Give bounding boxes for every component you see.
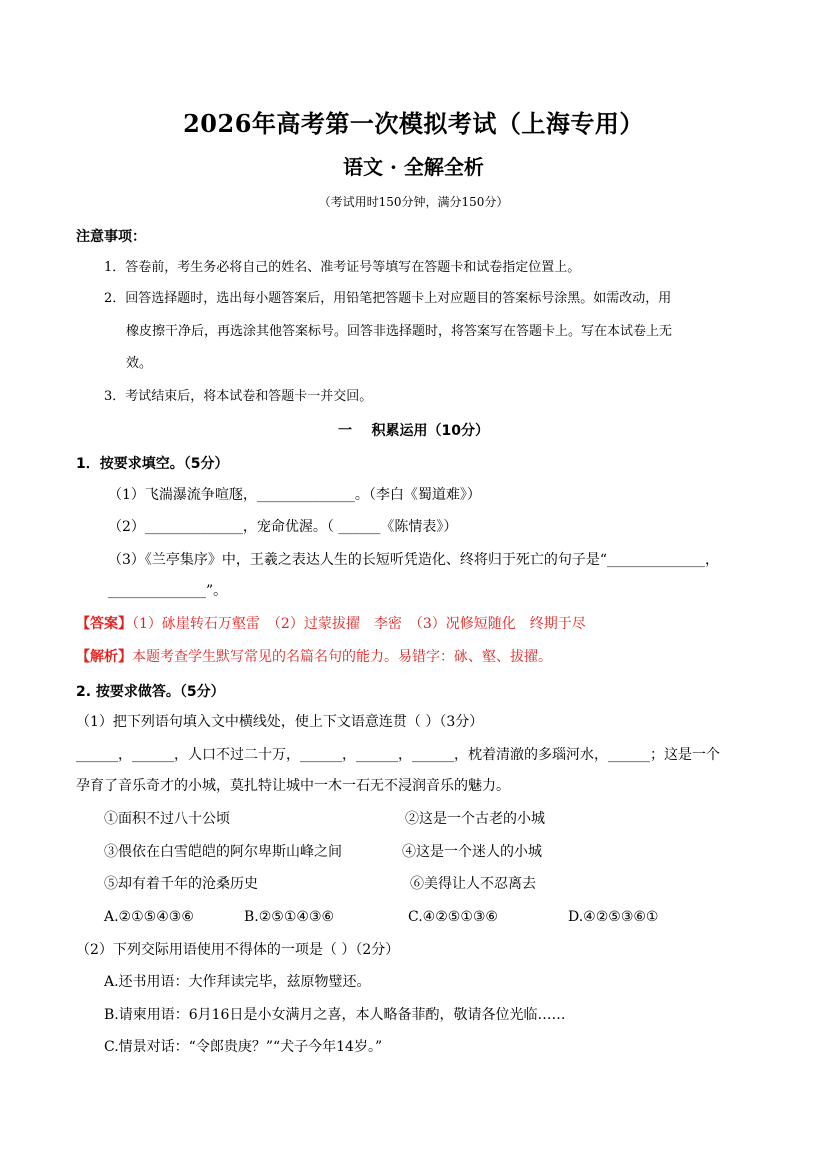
notice-item-2-line-1: 2．回答选择题时，选出每小题答案后，用铅笔把答题卡上对应题目的答案标号涂黑。如需改动，用: [104, 291, 672, 306]
question-1-line-4: ______________”。: [108, 583, 228, 599]
question-2-sub-2-option-b: B.请柬用语：6月16日是小女满月之喜，本人略备菲酌，敬请各位光临……: [104, 1007, 566, 1023]
question-2-sub-2-option-c: C.情景对话：“令郎贵庚？”“犬子今年14岁。”: [104, 1039, 383, 1055]
notice-item-2-line-3: 效。: [126, 356, 153, 371]
question-1-line-3: （3）《兰亭集序》中，王羲之表达人生的长短听凭造化、终将归于死亡的句子是“______________，: [108, 552, 720, 568]
question-1-line-2: （2）______________，宠命优渥。（ ______《陈情表》）: [108, 519, 458, 535]
notice-item-1: 1．答卷前，考生务必将自己的姓名、准考证号等填写在答题卡和试卷指定位置上。: [104, 260, 581, 275]
question-1-heading: 1．按要求填空。（5分）: [76, 456, 229, 472]
answer-label: 【答案】: [76, 616, 132, 632]
choice-b: B.②⑤①④③⑥: [244, 909, 335, 925]
question-2-sub-2-stem: （2）下列交际用语使用不得体的一项是（ ）（2分）: [76, 942, 400, 958]
exam-time-note: （考试用时150分钟，满分150分）: [318, 195, 509, 209]
passage-line-1: ______，______，人口不过二十万，______，______，______，枕着清澈的多瑙河水，______；这是一个: [76, 747, 720, 763]
option-4: ④这是一个迷人的小城: [402, 844, 542, 860]
analysis-text: 本题考查学生默写常见的名篇名句的能力。易错字：砯、壑、拔擢。: [132, 649, 552, 665]
option-1: ①面积不过八十公顷: [104, 811, 230, 827]
section-heading: 一 积累运用（10分）: [338, 423, 489, 439]
choice-a: A.②①⑤④③⑥: [104, 909, 194, 925]
answer-text: （1）砯崖转石万壑雷 （2）过蒙拔擢 李密 （3）况修短随化 终期于尽: [132, 616, 586, 632]
answer-line: [76, 615, 586, 633]
choice-d: D.④②⑤③⑥①: [568, 909, 659, 925]
page-title: 2026年高考第一次模拟考试（上海专用）: [183, 109, 644, 138]
question-1-line-1: （1）飞湍瀑流争喧豗，______________。（李白《蜀道难》）: [108, 487, 481, 503]
notice-heading: 注意事项：: [76, 229, 146, 245]
choice-c: C.④②⑤①③⑥: [408, 909, 498, 925]
question-2-sub-1-stem: （1）把下列语句填入文中横线处，使上下文语意连贯（ ）（3分）: [76, 714, 484, 730]
passage-line-2: 孕育了音乐奇才的小城，莫扎特让城中一木一石无不浸润音乐的魅力。: [76, 778, 510, 794]
option-3: ③偎依在白雪皑皑的阿尔卑斯山峰之间: [104, 844, 342, 860]
analysis-line: [76, 648, 552, 666]
option-2: ②这是一个古老的小城: [405, 811, 545, 827]
option-6: ⑥美得让人不忍离去: [410, 876, 536, 892]
option-5: ⑤却有着千年的沧桑历史: [104, 876, 258, 892]
page-subtitle: 语文 · 全解全析: [343, 155, 484, 179]
question-2-heading: 2. 按要求做答。（5分）: [76, 684, 225, 700]
notice-item-2-line-2: 橡皮擦干净后，再选涂其他答案标号。回答非选择题时，将答案写在答题卡上。写在本试卷上无: [126, 324, 673, 339]
notice-item-3: 3．考试结束后，将本试卷和答题卡一并交回。: [104, 389, 373, 404]
analysis-label: 【解析】: [76, 649, 132, 665]
question-2-sub-2-option-a: A.还书用语：大作拜读完毕，兹原物璧还。: [104, 974, 371, 990]
